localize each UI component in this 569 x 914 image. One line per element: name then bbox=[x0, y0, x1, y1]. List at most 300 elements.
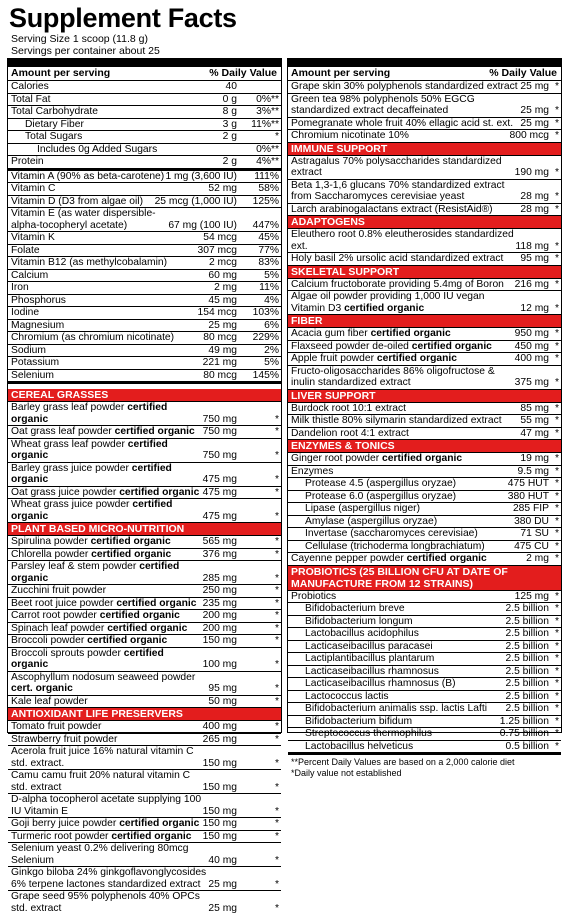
table-row bbox=[8, 623, 281, 636]
daily-value: * bbox=[237, 903, 281, 914]
amount-value: 450 mg bbox=[515, 341, 549, 353]
amount-value: 12 mg bbox=[520, 303, 549, 315]
servings-per-container: Servings per container about 25 bbox=[11, 45, 160, 57]
ingredient-text: Iron bbox=[11, 282, 29, 293]
ingredient-text: Pomegranate whole fruit 40% ellagic acid st. ext. bbox=[291, 118, 513, 129]
amount-value: 50 mg bbox=[208, 696, 237, 708]
ingredient-name bbox=[291, 653, 505, 665]
organic-label: certified organic bbox=[119, 818, 199, 829]
daily-value: * bbox=[549, 716, 561, 728]
table-row bbox=[288, 541, 561, 554]
footnote-not-established: *Daily value not established bbox=[291, 768, 558, 779]
organic-label: certified organic bbox=[116, 598, 196, 609]
daily-value: * bbox=[237, 414, 281, 426]
ingredient-name bbox=[291, 703, 505, 715]
ingredient-text: Calcium bbox=[11, 270, 48, 281]
amount-value: 2.5 billion bbox=[505, 641, 549, 653]
amount-value: 28 mg bbox=[520, 204, 549, 216]
column-header bbox=[8, 67, 281, 81]
ingredient-text: Iodine bbox=[11, 307, 39, 318]
ingredient-name bbox=[291, 253, 520, 265]
ingredient-name bbox=[291, 428, 520, 440]
ingredient-text: Bifidobacterium longum bbox=[305, 616, 413, 627]
ingredient-name bbox=[291, 353, 515, 365]
table-row bbox=[8, 561, 281, 585]
amount-value: 475 CU bbox=[514, 541, 549, 553]
daily-value: * bbox=[549, 241, 561, 253]
amount-value: 8 g bbox=[223, 106, 237, 118]
table-row bbox=[288, 528, 561, 541]
amount-value: 150 mg bbox=[203, 635, 237, 647]
ingredient-name bbox=[291, 415, 520, 427]
ingredient-text: Lipase (aspergillus niger) bbox=[305, 503, 420, 514]
table-row bbox=[288, 328, 561, 341]
amount-value: 60 mg bbox=[208, 270, 237, 282]
table-row bbox=[8, 81, 281, 94]
ingredient-name bbox=[11, 794, 203, 817]
table-row bbox=[8, 119, 281, 132]
daily-value: * bbox=[237, 585, 281, 597]
table-row bbox=[288, 666, 561, 679]
amount-value: 475 mg bbox=[203, 487, 237, 499]
daily-value: * bbox=[549, 204, 561, 216]
ingredient-name bbox=[291, 130, 510, 142]
ingredient-name bbox=[291, 279, 515, 291]
ingredient-name bbox=[291, 180, 520, 203]
ingredient-name bbox=[291, 204, 520, 216]
amount-value: 2.5 billion bbox=[505, 628, 549, 640]
daily-value: * bbox=[549, 628, 561, 640]
ingredient-text: Acacia gum fiber bbox=[291, 328, 368, 339]
ingredient-name bbox=[11, 610, 203, 622]
amount-value: 150 mg bbox=[203, 782, 237, 794]
ingredient-name bbox=[11, 81, 226, 93]
table-row bbox=[8, 696, 281, 709]
ingredient-name bbox=[11, 536, 203, 548]
amount-value: 376 mg bbox=[203, 549, 237, 561]
ingredient-text: Spirulina powder bbox=[11, 536, 88, 547]
daily-value: * bbox=[549, 403, 561, 415]
section-header: ADAPTOGENS bbox=[288, 216, 561, 229]
table-row bbox=[8, 794, 281, 818]
section-header: FIBER bbox=[288, 315, 561, 328]
dv-header: % Daily Value bbox=[489, 67, 557, 80]
daily-value: * bbox=[549, 741, 561, 753]
ingredient-name bbox=[11, 119, 223, 131]
table-row bbox=[8, 585, 281, 598]
ingredient-text: Total Sugars bbox=[25, 131, 82, 142]
ingredient-name bbox=[11, 891, 208, 914]
daily-value: * bbox=[549, 105, 561, 117]
ingredient-name bbox=[291, 478, 508, 490]
amount-value: 285 mg bbox=[203, 573, 237, 585]
daily-value: * bbox=[549, 691, 561, 703]
amount-value: 0.75 billion bbox=[500, 728, 549, 740]
daily-value: * bbox=[549, 491, 561, 503]
amount-value: 19 mg bbox=[520, 453, 549, 465]
ingredient-name bbox=[11, 818, 203, 830]
ingredient-name bbox=[11, 332, 203, 344]
amount-value: 40 mg bbox=[208, 855, 237, 867]
amount-value: 1 mg (3,600 IU) bbox=[165, 171, 237, 183]
amount-header: Amount per serving bbox=[291, 67, 390, 80]
ingredient-text: Chlorella powder bbox=[11, 549, 88, 560]
amount-value: 125 mg bbox=[515, 591, 549, 603]
table-row bbox=[288, 678, 561, 691]
amount-value: 47 mg bbox=[520, 428, 549, 440]
daily-value: * bbox=[549, 303, 561, 315]
amount-value: 2.5 billion bbox=[505, 691, 549, 703]
table-row bbox=[8, 183, 281, 196]
daily-value: * bbox=[237, 549, 281, 561]
table-row bbox=[8, 332, 281, 345]
ingredient-name bbox=[11, 245, 198, 257]
ingredient-name bbox=[11, 307, 198, 319]
daily-value: 4%** bbox=[237, 156, 281, 168]
daily-value: * bbox=[237, 806, 281, 818]
daily-value: * bbox=[237, 573, 281, 585]
amount-value: 80 mcg bbox=[203, 370, 237, 382]
right-rows bbox=[288, 81, 561, 755]
daily-value: * bbox=[237, 758, 281, 770]
amount-value: 150 mg bbox=[203, 818, 237, 830]
table-row bbox=[8, 770, 281, 794]
amount-value: 150 mg bbox=[203, 831, 237, 843]
daily-value: * bbox=[237, 426, 281, 438]
ingredient-text: Milk thistle 80% silymarin standardized extract bbox=[291, 415, 502, 426]
ingredient-text: Broccoli powder bbox=[11, 635, 84, 646]
table-row bbox=[288, 716, 561, 729]
ingredient-text: Beet root juice powder bbox=[11, 598, 113, 609]
amount-value: 380 DU bbox=[514, 516, 549, 528]
amount-value: 25 mg bbox=[208, 903, 237, 914]
ingredient-name bbox=[291, 118, 520, 130]
daily-value: * bbox=[549, 503, 561, 515]
ingredient-name bbox=[291, 641, 505, 653]
table-row bbox=[288, 94, 561, 118]
table-row bbox=[288, 118, 561, 131]
ingredient-name bbox=[11, 131, 223, 143]
ingredient-text: Holy basil 2% ursolic acid standardized extract bbox=[291, 253, 503, 264]
ingredient-text: Larch arabinogalactans extract (ResistAid®) bbox=[291, 204, 493, 215]
ingredient-text: Oat grass leaf powder bbox=[11, 426, 112, 437]
table-row bbox=[8, 818, 281, 831]
table-row bbox=[288, 415, 561, 428]
table-row bbox=[8, 831, 281, 844]
daily-value: 111% bbox=[237, 171, 281, 183]
column-header bbox=[288, 67, 561, 81]
ingredient-text: Lactobacillus helveticus bbox=[305, 741, 413, 752]
table-row bbox=[288, 180, 561, 204]
daily-value: * bbox=[549, 553, 561, 565]
ingredient-name bbox=[11, 598, 203, 610]
ingredient-name bbox=[291, 453, 520, 465]
daily-value: * bbox=[549, 666, 561, 678]
table-row bbox=[288, 341, 561, 354]
amount-value: 565 mg bbox=[203, 536, 237, 548]
amount-value: 200 mg bbox=[203, 623, 237, 635]
ingredient-text: D-alpha tocopherol acetate supplying 100 IU Vitamin E bbox=[11, 794, 201, 817]
ingredient-text: Potassium bbox=[11, 357, 59, 368]
ingredient-text: Selenium bbox=[11, 370, 54, 381]
table-row bbox=[8, 891, 281, 914]
ingredient-text: Kale leaf powder bbox=[11, 696, 88, 707]
ingredient-name bbox=[11, 295, 208, 307]
daily-value: 58% bbox=[237, 183, 281, 195]
daily-value: * bbox=[549, 466, 561, 478]
amount-value: 2.5 billion bbox=[505, 616, 549, 628]
daily-value: 125% bbox=[237, 196, 281, 208]
ingredient-text: Vitamin E (as water dispersible-alpha-tocopheryl acetate) bbox=[11, 208, 156, 231]
daily-value: * bbox=[237, 659, 281, 671]
ingredient-name bbox=[11, 196, 155, 208]
table-row bbox=[288, 628, 561, 641]
ingredient-name bbox=[291, 516, 514, 528]
table-row bbox=[8, 370, 281, 385]
amount-value: 380 HUT bbox=[508, 491, 549, 503]
amount-value: 190 mg bbox=[515, 167, 549, 179]
table-row bbox=[8, 402, 281, 426]
section-header: CEREAL GRASSES bbox=[8, 389, 281, 402]
daily-value: 2% bbox=[237, 345, 281, 357]
ingredient-name bbox=[11, 171, 165, 183]
table-row bbox=[8, 536, 281, 549]
ingredient-text: Burdock root 10:1 extract bbox=[291, 403, 406, 414]
table-row bbox=[8, 144, 281, 157]
daily-value: 229% bbox=[237, 332, 281, 344]
section-header: PLANT BASED MICRO-NUTRITION bbox=[8, 523, 281, 536]
organic-label: certified organic bbox=[382, 453, 462, 464]
amount-value: 2.5 billion bbox=[505, 603, 549, 615]
ingredient-text: Cellulase (trichoderma longbrachiatum) bbox=[305, 541, 485, 552]
daily-value: 4% bbox=[237, 295, 281, 307]
left-panel bbox=[7, 58, 282, 733]
ingredient-text: Vitamin A (90% as beta-carotene) bbox=[11, 171, 164, 182]
daily-value: 3%** bbox=[237, 106, 281, 118]
amount-value: 1.25 billion bbox=[500, 716, 549, 728]
table-row bbox=[288, 428, 561, 441]
ingredient-name bbox=[291, 591, 515, 603]
table-row bbox=[8, 426, 281, 439]
ingredient-text: Protease 6.0 (aspergillus oryzae) bbox=[305, 491, 456, 502]
daily-value: * bbox=[237, 782, 281, 794]
ingredient-name bbox=[291, 541, 514, 553]
table-row bbox=[8, 131, 281, 144]
organic-label: certified organic bbox=[11, 648, 164, 671]
amount-value: 375 mg bbox=[515, 377, 549, 389]
amount-value: 221 mg bbox=[203, 357, 237, 369]
amount-value: 750 mg bbox=[203, 414, 237, 426]
daily-value: * bbox=[549, 653, 561, 665]
ingredient-name bbox=[291, 716, 500, 728]
table-row bbox=[288, 503, 561, 516]
amount-value: 154 mcg bbox=[198, 307, 238, 319]
ingredient-name bbox=[291, 403, 520, 415]
ingredient-text: Ascophyllum nodosum seaweed powder bbox=[11, 672, 195, 683]
daily-value: * bbox=[549, 453, 561, 465]
table-row bbox=[288, 466, 561, 479]
table-row bbox=[288, 353, 561, 366]
amount-value: 25 mg bbox=[520, 105, 549, 117]
ingredient-name bbox=[291, 666, 505, 678]
section-header: ENZYMES & TONICS bbox=[288, 440, 561, 453]
top-bar bbox=[288, 59, 561, 67]
daily-value: * bbox=[549, 81, 561, 93]
ingredient-name bbox=[11, 144, 237, 156]
amount-value: 67 mg (100 IU) bbox=[168, 220, 237, 232]
amount-value: 85 mg bbox=[520, 403, 549, 415]
ingredient-text: Ginger root powder bbox=[291, 453, 379, 464]
organic-label: certified organic bbox=[107, 623, 187, 634]
ingredient-text: Bifidobacterium animalis ssp. lactis Lafti bbox=[305, 703, 487, 714]
amount-value: 40 bbox=[226, 81, 237, 93]
daily-value: 6% bbox=[237, 320, 281, 332]
ingredient-text: Phosphorus bbox=[11, 295, 66, 306]
table-row bbox=[8, 295, 281, 308]
daily-value: 0%** bbox=[237, 144, 281, 156]
ingredient-text: Ginkgo biloba 24% ginkgoflavonglycosides 6% terpene lactones standardized extract bbox=[11, 867, 206, 890]
ingredient-name bbox=[11, 156, 223, 168]
table-row bbox=[8, 282, 281, 295]
ingredient-text: Fructo-oligosaccharides 86% oligofructose & inulin standardized extract bbox=[291, 366, 495, 389]
ingredient-text: Algae oil powder providing 1,000 IU vegan Vitamin D3 bbox=[291, 291, 484, 314]
organic-label: certified organic bbox=[11, 463, 172, 486]
table-row bbox=[8, 499, 281, 523]
footnote-dv: **Percent Daily Values are based on a 2,000 calorie diet bbox=[291, 757, 558, 768]
ingredient-text: Amylase (aspergillus oryzae) bbox=[305, 516, 437, 527]
ingredient-text: Grape skin 30% polyphenols standardized extract bbox=[291, 81, 518, 92]
ingredient-name bbox=[291, 553, 526, 565]
ingredient-text: Folate bbox=[11, 245, 40, 256]
amount-value: 55 mg bbox=[520, 415, 549, 427]
daily-value: * bbox=[237, 474, 281, 486]
amount-value: 95 mg bbox=[208, 683, 237, 695]
organic-label: certified organic bbox=[100, 610, 180, 621]
table-row bbox=[288, 229, 561, 253]
table-row bbox=[288, 728, 561, 741]
ingredient-text: Vitamin C bbox=[11, 183, 55, 194]
ingredient-name bbox=[11, 623, 203, 635]
table-row bbox=[8, 307, 281, 320]
ingredient-name bbox=[11, 635, 203, 647]
daily-value: * bbox=[549, 728, 561, 740]
ingredient-text: Oat grass juice powder bbox=[11, 487, 116, 498]
ingredient-text: Spinach leaf powder bbox=[11, 623, 104, 634]
daily-value: 11% bbox=[237, 282, 281, 294]
ingredient-name bbox=[11, 402, 203, 425]
table-row bbox=[288, 641, 561, 654]
ingredient-text: Apple fruit powder bbox=[291, 353, 374, 364]
organic-label: certified organic bbox=[91, 536, 171, 547]
daily-value: * bbox=[237, 511, 281, 523]
ingredient-text: Sodium bbox=[11, 345, 46, 356]
ingredient-name bbox=[11, 370, 203, 382]
amount-value: 400 mg bbox=[203, 721, 237, 733]
ingredient-name bbox=[11, 561, 203, 584]
daily-value: 145% bbox=[237, 370, 281, 382]
daily-value: * bbox=[549, 641, 561, 653]
ingredient-text: Strawberry fruit powder bbox=[11, 734, 117, 745]
ingredient-name bbox=[291, 328, 515, 340]
organic-label: certified organic bbox=[115, 426, 195, 437]
amount-value: 475 HUT bbox=[508, 478, 549, 490]
section-header: SKELETAL SUPPORT bbox=[288, 266, 561, 279]
daily-value: * bbox=[237, 734, 281, 746]
daily-value: 77% bbox=[237, 245, 281, 257]
section-header: IMMUNE SUPPORT bbox=[288, 143, 561, 156]
amount-value: 2 g bbox=[223, 156, 237, 168]
ingredient-name bbox=[11, 439, 203, 462]
table-row bbox=[8, 94, 281, 107]
amount-value: 2 mg bbox=[214, 282, 237, 294]
organic-label: certified organic bbox=[11, 439, 168, 462]
table-row bbox=[8, 487, 281, 500]
daily-value: * bbox=[549, 591, 561, 603]
ingredient-name bbox=[11, 345, 208, 357]
daily-value: * bbox=[237, 635, 281, 647]
amount-value: 9.5 mg bbox=[518, 466, 549, 478]
ingredient-name bbox=[11, 357, 203, 369]
organic-label: certified organic bbox=[371, 328, 451, 339]
ingredient-text: Zucchini fruit powder bbox=[11, 585, 106, 596]
table-row bbox=[8, 672, 281, 696]
ingredient-text: Turmeric root powder bbox=[11, 831, 108, 842]
footnotes bbox=[288, 755, 561, 781]
daily-value: * bbox=[549, 528, 561, 540]
dv-header: % Daily Value bbox=[209, 67, 277, 80]
table-row bbox=[8, 171, 281, 184]
table-row bbox=[8, 345, 281, 358]
ingredient-text: Calcium fructoborate providing 5.4mg of Boron bbox=[291, 279, 504, 290]
amount-value: 2 mg bbox=[526, 553, 549, 565]
daily-value: * bbox=[549, 603, 561, 615]
ingredient-name bbox=[291, 616, 505, 628]
table-row bbox=[8, 635, 281, 648]
ingredient-text: Camu camu fruit 20% natural vitamin C std. extract bbox=[11, 770, 190, 793]
amount-value: 400 mg bbox=[515, 353, 549, 365]
amount-value: 750 mg bbox=[203, 426, 237, 438]
daily-value: * bbox=[549, 616, 561, 628]
ingredient-text: Probiotics bbox=[291, 591, 336, 602]
table-row bbox=[8, 746, 281, 770]
ingredient-text: Bifidobacterium breve bbox=[305, 603, 405, 614]
ingredient-text: Wheat grass juice powder bbox=[11, 499, 129, 510]
amount-value: 95 mg bbox=[520, 253, 549, 265]
ingredient-text: Dietary Fiber bbox=[25, 119, 84, 130]
table-row bbox=[8, 257, 281, 270]
daily-value: 83% bbox=[237, 257, 281, 269]
amount-value: 2.5 billion bbox=[505, 666, 549, 678]
daily-value: * bbox=[237, 855, 281, 867]
daily-value: * bbox=[549, 118, 561, 130]
ingredient-name bbox=[11, 843, 208, 866]
ingredient-text: Magnesium bbox=[11, 320, 64, 331]
ingredient-name bbox=[11, 721, 203, 733]
amount-value: 150 mg bbox=[203, 758, 237, 770]
ingredient-name bbox=[291, 291, 520, 314]
daily-value: * bbox=[237, 610, 281, 622]
table-row bbox=[8, 208, 281, 232]
organic-label: certified organic bbox=[87, 635, 167, 646]
ingredient-text: Acerola fruit juice 16% natural vitamin C std. extract. bbox=[11, 746, 194, 769]
daily-value: * bbox=[237, 450, 281, 462]
table-row bbox=[8, 463, 281, 487]
ingredient-text: Includes 0g Added Sugars bbox=[37, 144, 157, 155]
ingredient-text: Dandelion root 4:1 extract bbox=[291, 428, 409, 439]
serving-size: Serving Size 1 scoop (11.8 g) bbox=[11, 33, 148, 45]
daily-value: * bbox=[549, 130, 561, 142]
table-row bbox=[288, 291, 561, 315]
